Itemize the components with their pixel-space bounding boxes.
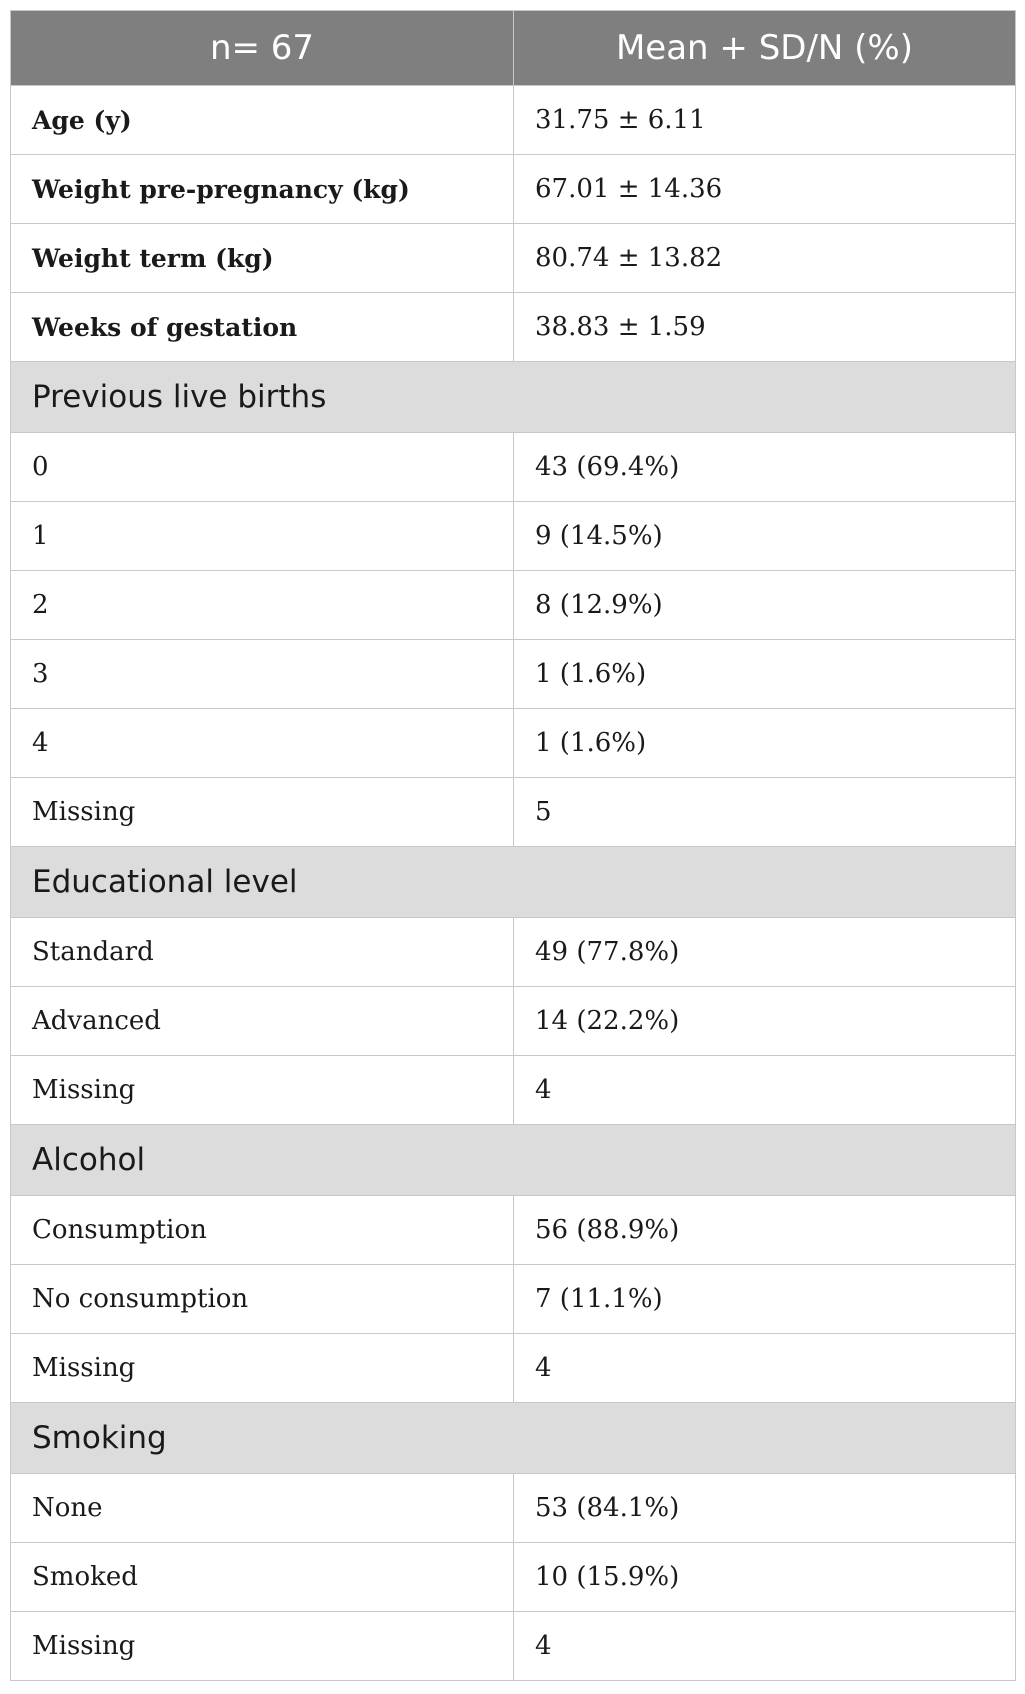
table-row xyxy=(11,293,1016,362)
row-value: 14 (22.2%) xyxy=(514,987,1016,1056)
row-value: 43 (69.4%) xyxy=(514,433,1016,502)
row-label: Weight term (kg) xyxy=(11,224,514,293)
row-label: Standard xyxy=(11,918,514,987)
row-value: 7 (11.1%) xyxy=(514,1265,1016,1334)
section-title: Educational level xyxy=(11,847,1016,918)
table-row xyxy=(11,224,1016,293)
row-value: 4 xyxy=(514,1612,1016,1681)
table-row xyxy=(11,1334,1016,1403)
table-row xyxy=(11,1612,1016,1681)
table-header xyxy=(11,11,1016,86)
row-value: 38.83 ± 1.59 xyxy=(514,293,1016,362)
section-title: Alcohol xyxy=(11,1125,1016,1196)
row-label: 2 xyxy=(11,571,514,640)
row-label: Smoked xyxy=(11,1543,514,1612)
row-label: No consumption xyxy=(11,1265,514,1334)
table-row xyxy=(11,709,1016,778)
section-header-live-births xyxy=(11,362,1016,433)
row-label: Age (y) xyxy=(11,86,514,155)
table-body xyxy=(11,86,1016,1681)
row-value: 10 (15.9%) xyxy=(514,1543,1016,1612)
row-value: 56 (88.9%) xyxy=(514,1196,1016,1265)
row-value: 5 xyxy=(514,778,1016,847)
table-row xyxy=(11,640,1016,709)
table-row xyxy=(11,1056,1016,1125)
table-row xyxy=(11,502,1016,571)
header-statistic: Mean + SD/N (%) xyxy=(514,11,1016,86)
table-row xyxy=(11,778,1016,847)
row-value: 1 (1.6%) xyxy=(514,640,1016,709)
row-value: 53 (84.1%) xyxy=(514,1474,1016,1543)
row-label: Missing xyxy=(11,778,514,847)
table-row xyxy=(11,918,1016,987)
section-title: Previous live births xyxy=(11,362,1016,433)
row-value: 8 (12.9%) xyxy=(514,571,1016,640)
row-label: Weeks of gestation xyxy=(11,293,514,362)
row-value: 1 (1.6%) xyxy=(514,709,1016,778)
table-row xyxy=(11,1474,1016,1543)
row-label: Missing xyxy=(11,1612,514,1681)
row-label: Missing xyxy=(11,1334,514,1403)
row-label: 0 xyxy=(11,433,514,502)
row-value: 9 (14.5%) xyxy=(514,502,1016,571)
characteristics-table xyxy=(10,10,1016,1681)
table-row xyxy=(11,86,1016,155)
header-sample-size: n= 67 xyxy=(11,11,514,86)
table-row xyxy=(11,987,1016,1056)
row-label: Consumption xyxy=(11,1196,514,1265)
section-header-alcohol xyxy=(11,1125,1016,1196)
section-header-smoking xyxy=(11,1403,1016,1474)
row-value: 80.74 ± 13.82 xyxy=(514,224,1016,293)
header-row xyxy=(11,11,1016,86)
row-value: 49 (77.8%) xyxy=(514,918,1016,987)
table-row xyxy=(11,1196,1016,1265)
row-value: 4 xyxy=(514,1056,1016,1125)
row-label: None xyxy=(11,1474,514,1543)
row-value: 67.01 ± 14.36 xyxy=(514,155,1016,224)
row-value: 31.75 ± 6.11 xyxy=(514,86,1016,155)
row-value: 4 xyxy=(514,1334,1016,1403)
row-label: Weight pre-pregnancy (kg) xyxy=(11,155,514,224)
row-label: 3 xyxy=(11,640,514,709)
table-row xyxy=(11,571,1016,640)
section-title: Smoking xyxy=(11,1403,1016,1474)
row-label: Advanced xyxy=(11,987,514,1056)
row-label: Missing xyxy=(11,1056,514,1125)
table-row xyxy=(11,1543,1016,1612)
row-label: 1 xyxy=(11,502,514,571)
row-label: 4 xyxy=(11,709,514,778)
table-row xyxy=(11,1265,1016,1334)
section-header-education xyxy=(11,847,1016,918)
table-row xyxy=(11,433,1016,502)
table-row xyxy=(11,155,1016,224)
